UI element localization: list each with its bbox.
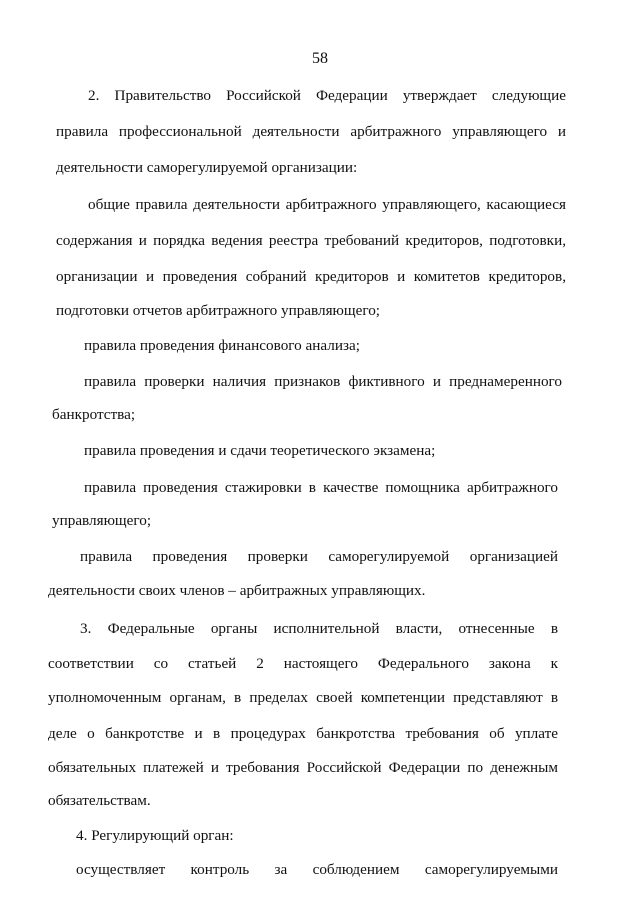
- page-number: 58: [312, 50, 328, 67]
- paragraph-line: обязательствам.: [48, 792, 151, 809]
- paragraph-line: правила проверки наличия признаков фиктивного и преднамеренного: [84, 373, 562, 390]
- paragraph-line: правила проведения финансового анализа;: [84, 337, 360, 354]
- paragraph-line: деле о банкротстве и в процедурах банкротства требования об уплате: [48, 725, 558, 742]
- paragraph-line: банкротства;: [52, 406, 136, 423]
- paragraph-line: подготовки отчетов арбитражного управляющего;: [56, 302, 381, 319]
- paragraph-line: уполномоченным органам, в пределах своей компетенции представляют в: [48, 689, 558, 706]
- paragraph-line: 3. Федеральные органы исполнительной власти, отнесенные в: [80, 620, 558, 637]
- paragraph-line: 2. Правительство Российской Федерации утверждает следующие: [88, 87, 566, 104]
- paragraph-line: осуществляет контроль за соблюдением саморегулируемыми: [76, 861, 558, 878]
- paragraph-line: деятельности своих членов – арбитражных управляющих.: [48, 582, 426, 599]
- paragraph-line: правила проведения стажировки в качестве помощника арбитражного: [84, 479, 558, 496]
- paragraph-line: правила проведения проверки саморегулируемой организацией: [80, 548, 558, 565]
- paragraph-line: обязательных платежей и требования Российской Федерации по денежным: [48, 759, 558, 776]
- paragraph-line: правила профессиональной деятельности арбитражного управляющего и: [56, 123, 566, 140]
- paragraph-line: соответствии со статьей 2 настоящего Федерального закона к: [48, 655, 558, 672]
- paragraph-line: 4. Регулирующий орган:: [76, 827, 234, 844]
- paragraph-line: управляющего;: [52, 512, 152, 529]
- paragraph-line: правила проведения и сдачи теоретического экзамена;: [84, 442, 436, 459]
- paragraph-line: организации и проведения собраний кредиторов и комитетов кредиторов,: [56, 268, 566, 285]
- paragraph-line: содержания и порядка ведения реестра требований кредиторов, подготовки,: [56, 232, 566, 249]
- paragraph-line: деятельности саморегулируемой организации:: [56, 159, 358, 176]
- paragraph-line: общие правила деятельности арбитражного управляющего, касающиеся: [88, 196, 566, 213]
